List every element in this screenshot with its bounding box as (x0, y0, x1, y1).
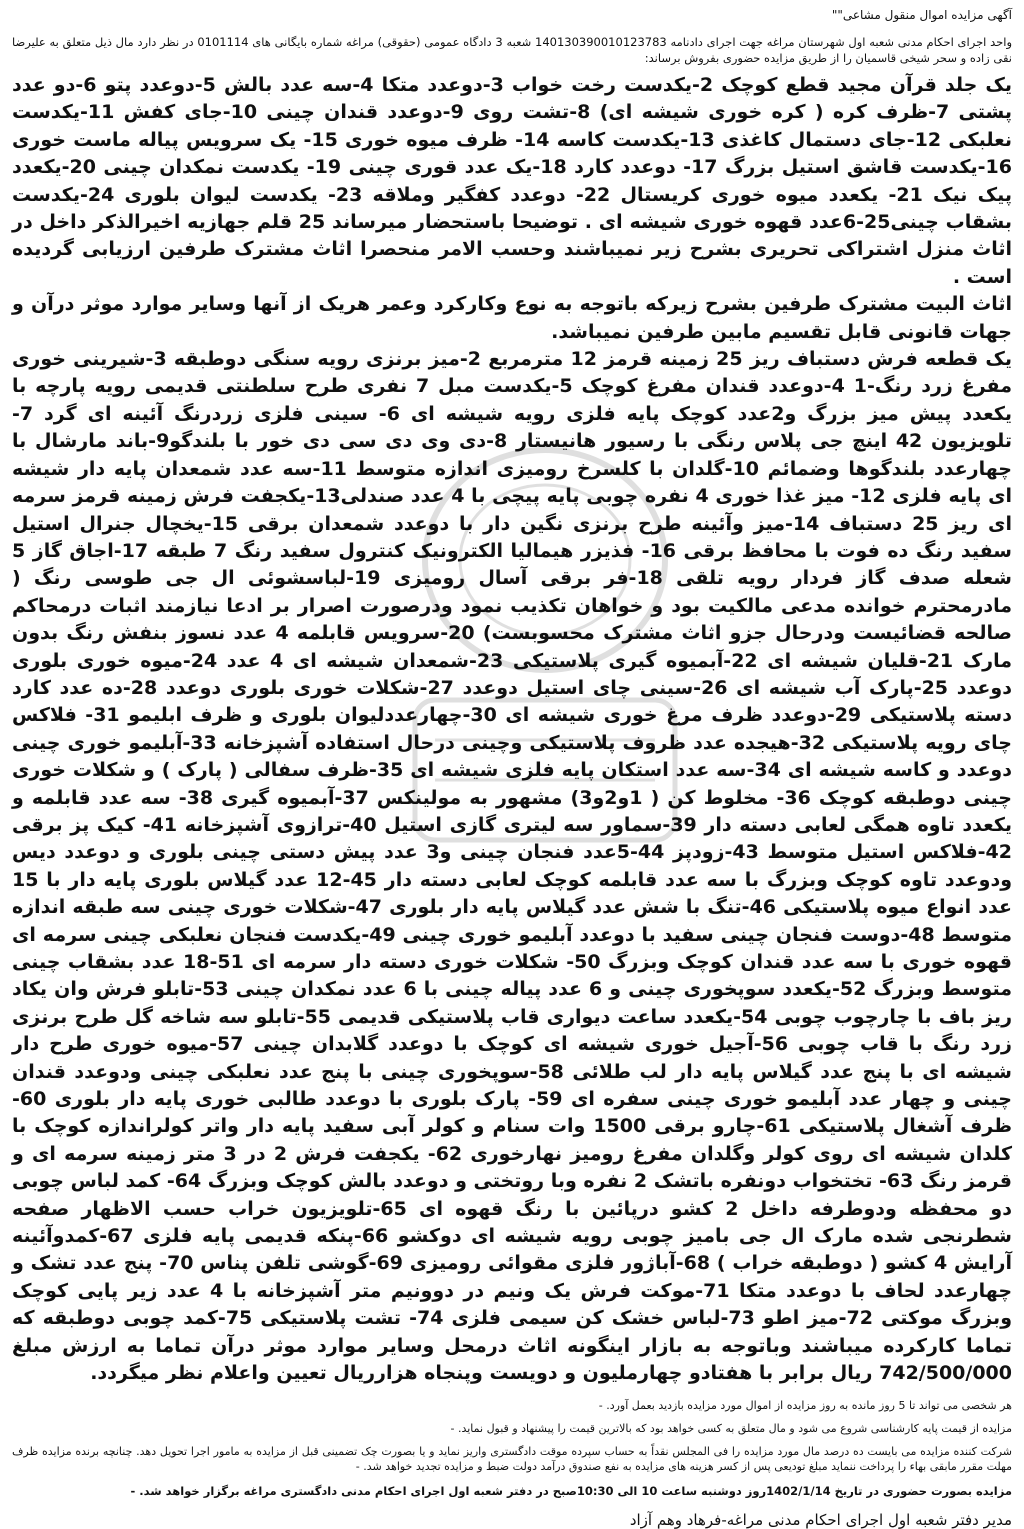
auction-schedule: مزایده بصورت حضوری در تاریخ 1402/1/14روز دوشنبه ساعت 10 الی 10:30صبح در دفتر شعبه اول اجرای احکام مدنی دادگستری مراغه برگزار خواهد شد. - (130, 1483, 1012, 1498)
note-deposit: شرکت کننده مزایده می بایست ده درصد مال مورد مزایده را فی المجلس نقداً به حساب سپرده موقت دادگستری واریز نماید و یا بصورت چک تضمینی قبل از مزایده به مامور اجرا تحویل دهد. چنانچه برنده مزایده ظرف مهلت مقرر مابقی بهاء را پرداخت ننماید مبلغ تودیعی پس از کسر هزینه های مزایده به نفع صندوق درآمد دولت ضبط و مزایده تجدید خواهد شد. - (12, 1444, 1012, 1473)
auction-terms (12, 1398, 1012, 1499)
paragraph-shared-furniture-list: یک قطعه فرش دستباف ریز 25 زمینه قرمز 12 مترمربع 2-میز برنزی رویه سنگی دوطبقه 3-شیرینی خوری مفرغ زرد رنگ-1 4-دوعدد قندان مفرغ کوچک 5-یکدست مبل 7 نفری طرح سلطنتی قدیمی رویه پارچه با یکعدد پیش میز بزرگ و2عدد کوچک پایه فلزی رویه شیشه ای 6- سینی فلزی زردرنگ آئینه ای گرد 7- تلویزیون 42 اینچ جی پلاس رنگی با رسیور هانیستار 8-دی وی دی سی دی خور با بلندگو9-باند مارشال با چهارعدد بلندگوها وضمائم 10-گلدان با کلسرخ رومیزی اندازه متوسط 11-سه عدد شمعدان پایه دار شیشه ای پایه فلزی 12- میز غذا خوری 4 نفره چوبی پایه پیچی با 4 عدد صندلی13-یکجفت فرش زمینه قرمز سرمه ای ریز 25 دستباف 14-میز وآئینه طرح برنزی نگین دار با دوعدد شمعدان برقی 15-یخچال جنرال استیل سفید رنگ ده فوت با محافظ برقی 16- فذیزر هیمالیا الکترونیک کنترول سفید رنگ 7 طبقه 17-اجاق گاز 5 شعله صدف گاز فردار رویه تلقی 18-فر برقی آسال رومیزی 19-لباسشوئی ال جی طوسی رنگ ( مادرمحترم خوانده مدعی مالکیت بود و خواهان تکذیب نمود ودرصورت اصرار بر ادعا نیازمند اثبات درمحاکم صالحه قضائیست ودرحال جزو اثاث مشترک محسوبست) 20-سرویس قابلمه 4 عدد نسوز بنفش رنگ بدون مارک 21-قلیان شیشه ای 22-آبمیوه گیری پلاستیکی 23-شمعدان شیشه ای 4 عدد 24-میوه خوری بلوری دوعدد 25-پارک آب شیشه ای 26-سینی چای استیل دوعدد 27-شکلات خوری بلوری دوعدد 28-ده عدد کارد دسته پلاستیکی 29-دوعدد ظرف مرغ خوری شیشه ای 30-چهارعددلیوان بلوری و ظرف ابلیمو 31- فلاکس چای رویه پلاستیکی 32-هیجده عدد ظروف پلاستیکی وچینی درحال استفاده آشپزخانه 33-آبلیمو خوری چینی دوعدد و کاسه شیشه ای 34-سه عدد استکان پایه فلزی شیشه ای 35-ظرف سفالی ( پارک ) و شکلات خوری چینی دوطبقه کوچک 36- مخلوط کن ( 1و2و3) مشهور به مولینکس 37-آبمیوه گیری 38- سه عدد قابلمه و یکعدد تاوه همگی لعابی دسته دار 39-سماور سه لیتری گازی استیل 40-ترازوی آشپزخانه 41- کیک پز برقی 42-فلاکس استیل متوسط 43-زودپز 44-5عدد فنجان چینی و3 عدد پیش دستی چینی بلوری و دوعدد دیس ودوعدد تاوه کوچک وبزرگ با سه عدد قابلمه کوچک لعابی دسته دار 45-12 عدد گیلاس بلوری پایه دار با 15 عدد انواع میوه پلاستیکی 46-تنگ با شش عدد گیلاس پایه دار بلوری 47-شکلات خوری چینی سه طبقه اندازه متوسط 48-دوست فنجان چینی سفید با دوعدد آبلیمو خوری چینی 49-یکدست فنجان نعلبکی چینی سرمه ای قهوه خوری با سه عدد قندان کوچک وبزرگ 50- شکلات خوری دسته دار سرمه ای 51-18 عدد بشقاب چینی متوسط وبزرگ 52-یکعدد سوپخوری چینی و 6 عدد پیاله چینی با 6 عدد نمکدان چینی 53-تابلو فرش وان یکاد ریز باف با چارچوب چوبی 54-یکعدد ساعت دیواری قاب پلاستیکی قدیمی 55-تابلو سه شاخه گل طرح برنزی زرد رنگ با قاب چوبی 56-آجیل خوری شیشه ای کوچک با دوعدد گلابدان چینی 57-میوه خوری طرح دار شیشه ای با پنج عدد گیلاس پایه دار لب طلائی 58-سوپخوری چینی با پنج عدد نعلبکی چینی ودوعدد قندان چینی و چهار عدد آبلیمو خوری چینی سفره ای 59- پارک بلوری با دوعدد طالبی خوری پایه دار بلوری 60-ظرف آشغال پلاستیکی 61-چارو برقی 1500 وات سنام و کولر آبی سفید پایه دار واتر کولراندازه کوچک با کلدان شیشه ای روی کولر وگلدان مفرغ رومیز نهارخوری 62- یکجفت فرش 2 در 3 متر زمینه سرمه ای و قرمز رنگ 63- تختخواب دونفره باتشک 2 نفره وبا روتختی و دوعدد بالش کوچک وبزرگ 64- کمد لباس چوبی دو محفظه ودوطرفه داخل 2 کشو درپائین با رنگ قهوه ای 65-تلویزیون خراب حسب الاظهار صفحه شطرنجی شده مارک ال جی بامیز چوبی رویه شیشه ای دوکشو 66-پنکه قدیمی پایه فلزی 67-کمدوآئینه آرایش 4 کشو ( دوطبقه خراب ) 68-آباژور فلزی مقوائی رومیزی 69-گوشی تلفن پناس 70- پنج عدد تشک و چهارعدد لحاف با دوعدد متکا 71-موکت فرش یک ونیم در دوونیم متر آشپزخانه با 4 عدد زیر پایی کوچک وبزرگ موکتی 72-میز اطو 73-لباس خشک کن سیمی فلزی 74- تشت پلاستیکی 75-کمد چوبی دوطبقه که تماما کارکرده میباشند وباتوجه به بازار اینگونه اثاث درمحل وسایر موارد موثر درآن تماما به ارزش مبلغ 742/500/000 ریال برابر با هفتادو چهارملیون و دویست وپنجاه هزارریال تعیین واعلام نظر میگردد. (12, 348, 1013, 1385)
signature-line: مدیر دفتر شعبه اول اجرای احکام مدنی مراغه-فرهاد وهم آزاد (629, 1510, 1012, 1529)
note-visit: هر شخصی می تواند تا 5 روز مانده به روز مزایده از اموال مورد مزایده بازدید بعمل آورد. - (598, 1398, 1012, 1412)
page-title: آگهی مزایده اموال منقول مشاعی"" (831, 8, 1012, 22)
note-starting-price: مزایده از قیمت پایه کارشناسی شروع می شود و مال متعلق به کسی خواهد بود که بالاترین قیمت را پیشنهاد و قبول نماید. - (450, 1421, 1012, 1435)
intro-text: واحد اجرای احکام مدنی شعبه اول شهرستان مراغه جهت اجرای دادنامه 140130390010123783 شعبه 3 دادگاه عمومی (حقوقی) مراغه شماره بایگانی های 0101114 در نظر دارد مال ذیل متعلق به علیرضا نقی زاده و سحر شیخی قاسمیان را از طریق مزایده حضوری بفروش برساند: (12, 35, 1013, 65)
paragraph-dowry-items: یک جلد قرآن مجید قطع کوچک 2-یکدست رخت خواب 3-دوعدد متکا 4-سه عدد بالش 5-دوعدد پتو 6-دو عدد پشتی 7-ظرف کره ( کره خوری شیشه ای) 8-تشت روی 9-دوعدد قندان چینی 10-جای کفش 11-یکدست نعلبکی 12-جای دستمال کاغذی 13-یکدست کاسه 14- ظرف میوه خوری 15- یک سرویس پیاله ماست خوری 16-یکدست قاشق استیل بزرگ 17- دوعدد کارد 18-یک عدد قوری چینی 19- یکدست نمکدان چینی 20-یکعدد پیک نیک 21- یکعدد میوه خوری کریستال 22- دوعدد کفگیر وملاقه 23- یکدست لیوان بلوری 24-یکدست بشقاب چینی25-6عدد قهوه خوری شیشه ای . توضیحا باستحضار میرساند 25 قلم جهازیه اخیرالذکر داخل در اثاث منزل اشتراکی تحریری بشرح زیر نمیباشند وحسب الامر منحصرا اثاث مشترک طرفین ارزیابی گردیده است . (12, 74, 1013, 288)
paragraph-shared-furniture-heading: اثاث البیت مشترک طرفین بشرح زیرکه باتوجه به نوع وکارکرد وعمر هریک از آنها وسایر موارد موثر درآن و جهات قانونی قابل تقسیم مابین طرفین نمیباشد. (12, 293, 1012, 343)
